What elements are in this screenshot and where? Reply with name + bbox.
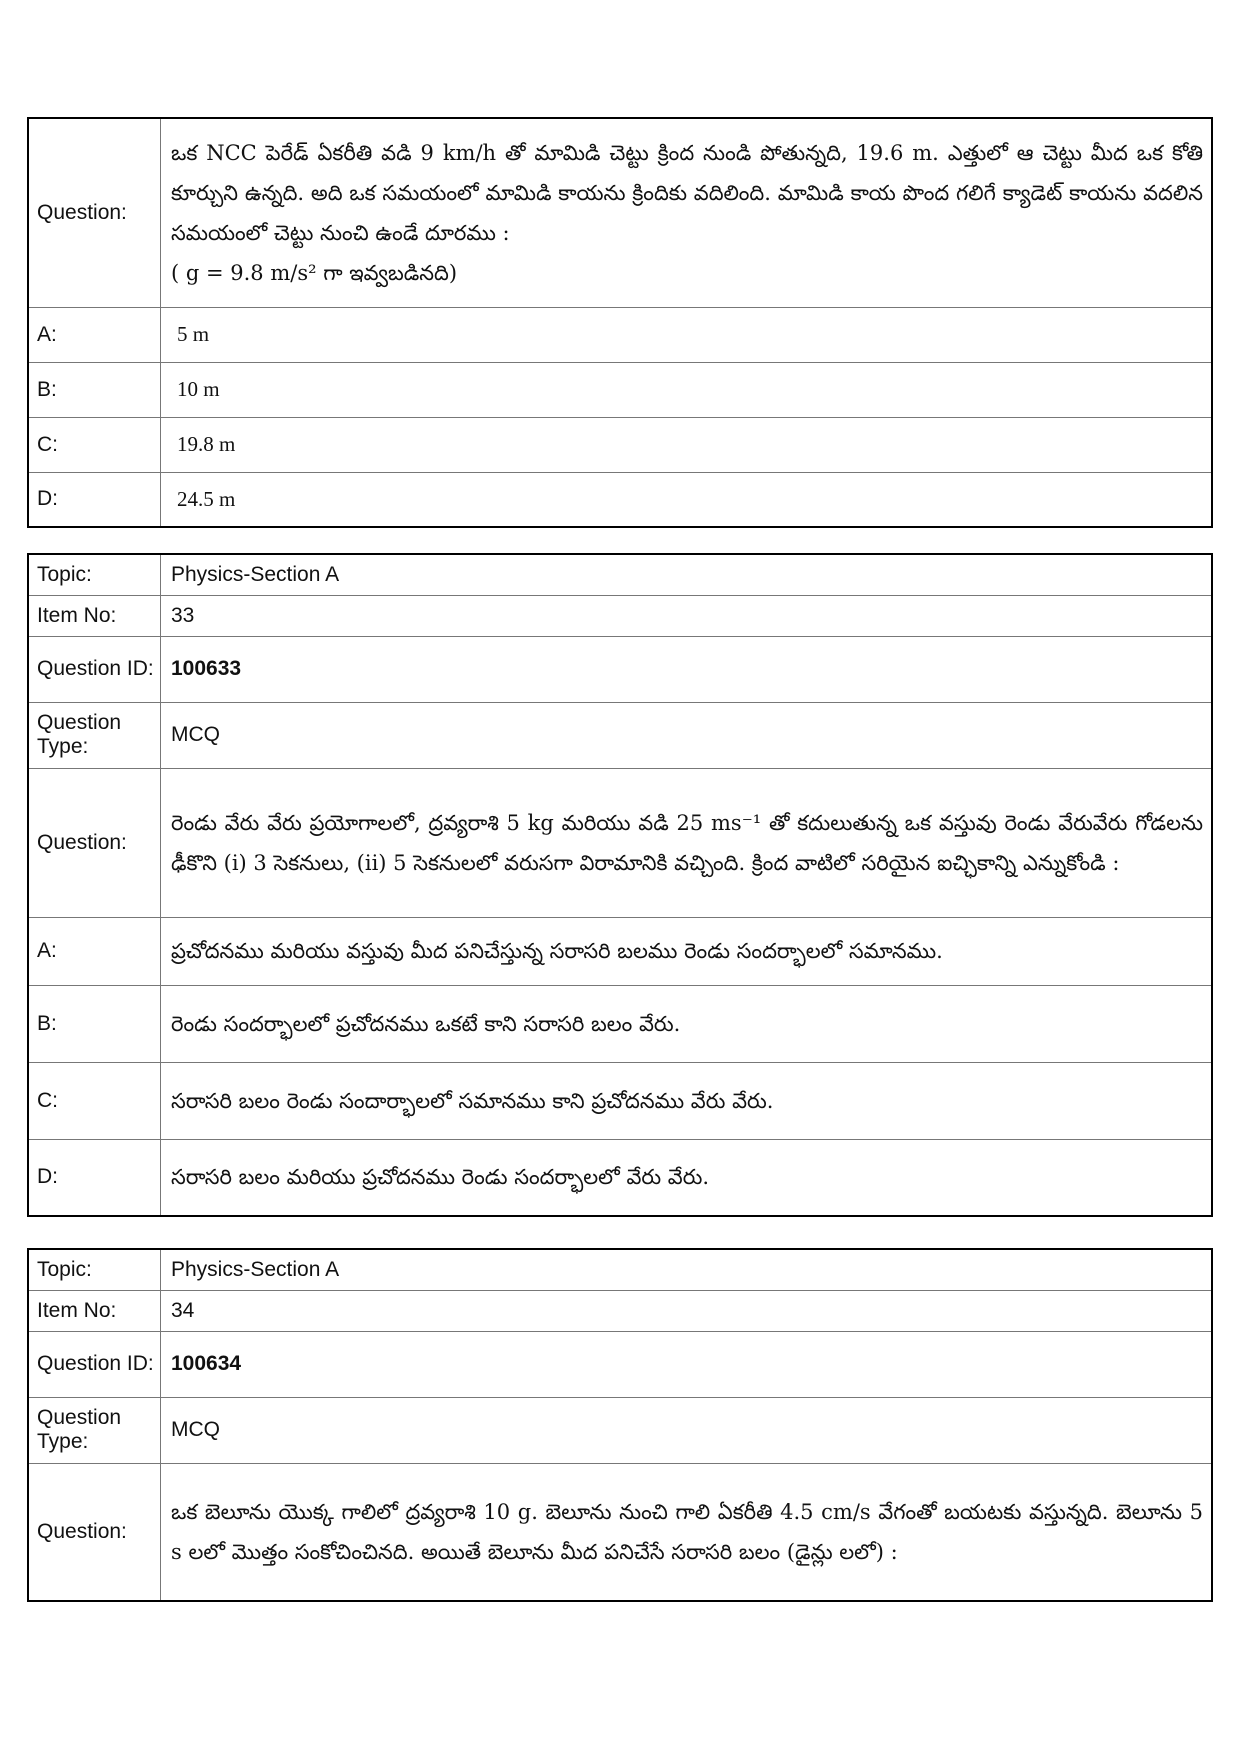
question-id-row	[28, 1331, 1212, 1397]
question-table-3	[27, 1248, 1213, 1602]
option-row-d	[28, 1139, 1212, 1216]
option-b-text: 10 m	[161, 362, 1213, 417]
question-table-1	[27, 117, 1213, 528]
question-text: ఒక బెలూను యొక్క గాలిలో ద్రవ్యరాశి 10 g. బెలూను నుంచి గాలి ఏకరీతి 4.5 cm/s వేగంతో బయటకు వస్తున్నది. బెలూను 5 s లలో మొత్తం సంకోచించినది. అయితే బెలూను మీద పనిచేసే సరాసరి బలం (డైన్లు లలో) :	[161, 1463, 1213, 1601]
question-type-row	[28, 702, 1212, 768]
question-type-value: MCQ	[161, 1397, 1213, 1463]
option-c-label: C:	[28, 417, 161, 472]
question-label: Question:	[28, 1463, 161, 1601]
option-d-label: D:	[28, 472, 161, 527]
option-a-label: A:	[28, 307, 161, 362]
option-b-label: B:	[28, 362, 161, 417]
question-row	[28, 768, 1212, 917]
topic-label: Topic:	[28, 1249, 161, 1290]
option-row-b	[28, 985, 1212, 1062]
option-row-c	[28, 1062, 1212, 1139]
question-type-row	[28, 1397, 1212, 1463]
option-a-text: 5 m	[161, 307, 1213, 362]
option-b-label: B:	[28, 985, 161, 1062]
topic-row	[28, 554, 1212, 595]
item-no-label: Item No:	[28, 1290, 161, 1331]
question-label: Question:	[28, 768, 161, 917]
option-d-text: సరాసరి బలం మరియు ప్రచోదనము రెండు సందర్భాలలో వేరు వేరు.	[161, 1139, 1213, 1216]
question-id-label: Question ID:	[28, 1331, 161, 1397]
question-type-label: Question Type:	[28, 702, 161, 768]
option-c-text: సరాసరి బలం రెండు సందార్భాలలో సమానము కాని ప్రచోదనము వేరు వేరు.	[161, 1062, 1213, 1139]
item-no-value: 33	[161, 595, 1213, 636]
topic-value: Physics-Section A	[161, 554, 1213, 595]
option-row-d	[28, 472, 1212, 527]
question-row	[28, 1463, 1212, 1601]
question-text	[161, 118, 1213, 307]
question-id-row	[28, 636, 1212, 702]
question-given-note: ( g = 9.8 m/s² గా ఇవ్వబడినది)	[171, 260, 458, 285]
question-id-value: 100633	[161, 636, 1213, 702]
option-a-text: ప్రచోదనము మరియు వస్తువు మీద పనిచేస్తున్న సరాసరి బలము రెండు సందర్భాలలో సమానము.	[161, 917, 1213, 985]
option-row-a	[28, 307, 1212, 362]
option-c-text: 19.8 m	[161, 417, 1213, 472]
item-no-value: 34	[161, 1290, 1213, 1331]
question-text: రెండు వేరు వేరు ప్రయోగాలలో, ద్రవ్యరాశి 5 kg మరియు వడి 25 ms⁻¹ తో కదులుతున్న ఒక వస్తువు రెండు వేరువేరు గోడలను ఢీకొని (i) 3 సెకనులు, (ii) 5 సెకనులలో వరుసగా విరామానికి వచ్చింది. క్రింద వాటిలో సరియైన ఐచ్ఛికాన్ని ఎన్నుకోండి :	[161, 768, 1213, 917]
question-row	[28, 118, 1212, 307]
item-no-row	[28, 1290, 1212, 1331]
topic-label: Topic:	[28, 554, 161, 595]
option-row-a	[28, 917, 1212, 985]
question-type-label: Question Type:	[28, 1397, 161, 1463]
question-label: Question:	[28, 118, 161, 307]
option-a-label: A:	[28, 917, 161, 985]
option-d-label: D:	[28, 1139, 161, 1216]
item-no-row	[28, 595, 1212, 636]
question-id-label: Question ID:	[28, 636, 161, 702]
topic-value: Physics-Section A	[161, 1249, 1213, 1290]
question-table-2	[27, 553, 1213, 1217]
question-type-value: MCQ	[161, 702, 1213, 768]
item-no-label: Item No:	[28, 595, 161, 636]
option-c-label: C:	[28, 1062, 161, 1139]
option-row-c	[28, 417, 1212, 472]
topic-row	[28, 1249, 1212, 1290]
option-row-b	[28, 362, 1212, 417]
question-body: ఒక NCC పెరేడ్ ఏకరీతి వడి 9 km/h తో మామిడి చెట్టు క్రింద నుండి పోతున్నది, 19.6 m. ఎత్తులో ఆ చెట్టు మీద ఒక కోతి కూర్చుని ఉన్నది. అది ఒక సమయంలో మామిడి కాయను క్రిందికు వదిలింది. మామిడి కాయ పొంద గలిగే క్యాడెట్ కాయను వదలిన సమయంలో చెట్టు నుంచి ఉండే దూరము :	[171, 140, 1203, 245]
option-b-text: రెండు సందర్భాలలో ప్రచోదనము ఒకటే కాని సరాసరి బలం వేరు.	[161, 985, 1213, 1062]
option-d-text: 24.5 m	[161, 472, 1213, 527]
question-id-value: 100634	[161, 1331, 1213, 1397]
